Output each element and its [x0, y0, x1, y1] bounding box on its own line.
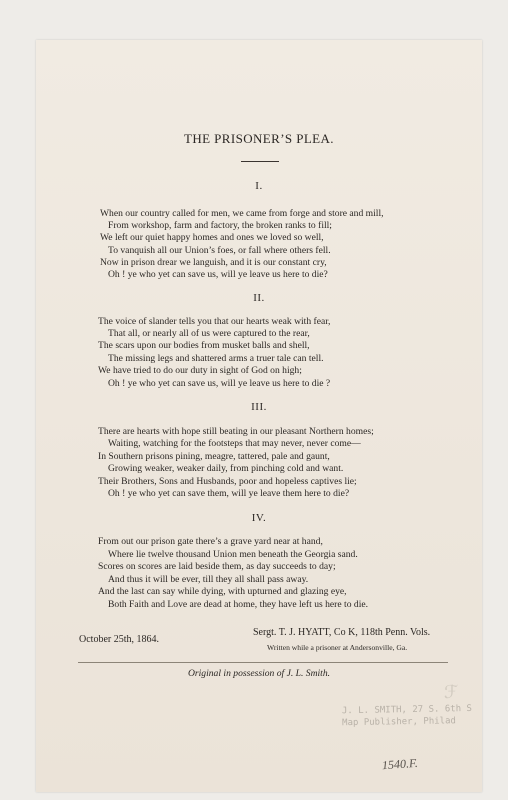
stanza-line: When our country called for men, we came from forge and store and mill, — [100, 208, 384, 219]
stanza-line: The missing legs and shattered arms a truer tale can tell. — [108, 353, 324, 364]
stamp-line: J. L. SMITH, 27 S. 6th S — [341, 703, 473, 717]
poem-title: THE PRISONER’S PLEA. — [184, 131, 334, 146]
stanza-numeral-1: I. — [255, 180, 263, 192]
stanza-line: We have tried to do our duty in sight of God on high; — [98, 365, 302, 376]
stanza-line: There are hearts with hope still beating in our pleasant Northern homes; — [98, 426, 374, 437]
stanza-line: Waiting, watching for the footsteps that may never, never come— — [108, 438, 361, 449]
faint-ink-mark: ℱ — [444, 682, 459, 702]
stanza-line: From workshop, farm and factory, the broken ranks to fill; — [108, 220, 332, 231]
bottom-divider — [78, 662, 448, 663]
stanza-numeral-4: IV. — [251, 512, 267, 524]
stanza-line: Scores on scores are laid beside them, as day succeeds to day; — [98, 561, 336, 572]
date-line: October 25th, 1864. — [79, 634, 159, 645]
stanza-line: Both Faith and Love are dead at home, they have left us here to die. — [108, 599, 369, 610]
stanza-line: Growing weaker, weaker daily, from pinching cold and want. — [108, 463, 344, 474]
stanza-line: And thus it will be ever, till they all shall pass away. — [108, 574, 309, 585]
handwritten-catalog-number: 1540.F. — [381, 755, 419, 773]
stanza-numeral-3: III. — [251, 401, 267, 413]
stanza-line: That all, or nearly all of us were captured to the rear, — [108, 328, 310, 339]
stanza-line: The scars upon our bodies from musket balls and shell, — [98, 340, 310, 351]
stanza-line: Now in prison drear we languish, and it is our constant cry, — [100, 257, 327, 268]
title-divider — [241, 161, 279, 162]
publisher-stamp — [342, 703, 482, 729]
stanza-line: In Southern prisons pining, meagre, tattered, pale and gaunt, — [98, 451, 330, 462]
stanza-line: Oh ! ye who yet can save us, will ye leave us here to die? — [108, 269, 328, 280]
stanza-line: And the last can say while dying, with upturned and glazing eye, — [98, 586, 347, 597]
stanza-line: Oh ! ye who yet can save us, will ye leave us here to die ? — [108, 378, 331, 389]
stanza-line: The voice of slander tells you that our hearts weak with fear, — [98, 316, 331, 327]
stanza-line: We left our quiet happy homes and ones we loved so well, — [100, 232, 324, 243]
stanza-line: From out our prison gate there’s a grave yard near at hand, — [98, 536, 323, 547]
author-signature: Sergt. T. J. HYATT, Co K, 118th Penn. Vols. — [253, 627, 431, 638]
stanza-line: Where lie twelve thousand Union men beneath the Georgia sand. — [108, 549, 358, 560]
stanza-line: Oh ! ye who yet can save them, will ye leave them here to die? — [108, 488, 350, 499]
possession-note: Original in possession of J. L. Smith. — [187, 668, 331, 679]
author-note: Written while a prisoner at Andersonville, Ga. — [267, 643, 408, 652]
stamp-line: Map Publisher, Philad — [342, 716, 456, 729]
document-page — [36, 40, 482, 792]
stanza-line: To vanquish all our Union’s foes, or fall where others fell. — [108, 245, 331, 256]
stanza-numeral-2: II. — [253, 292, 265, 304]
stanza-line: Their Brothers, Sons and Husbands, poor and hopeless captives lie; — [98, 476, 357, 487]
